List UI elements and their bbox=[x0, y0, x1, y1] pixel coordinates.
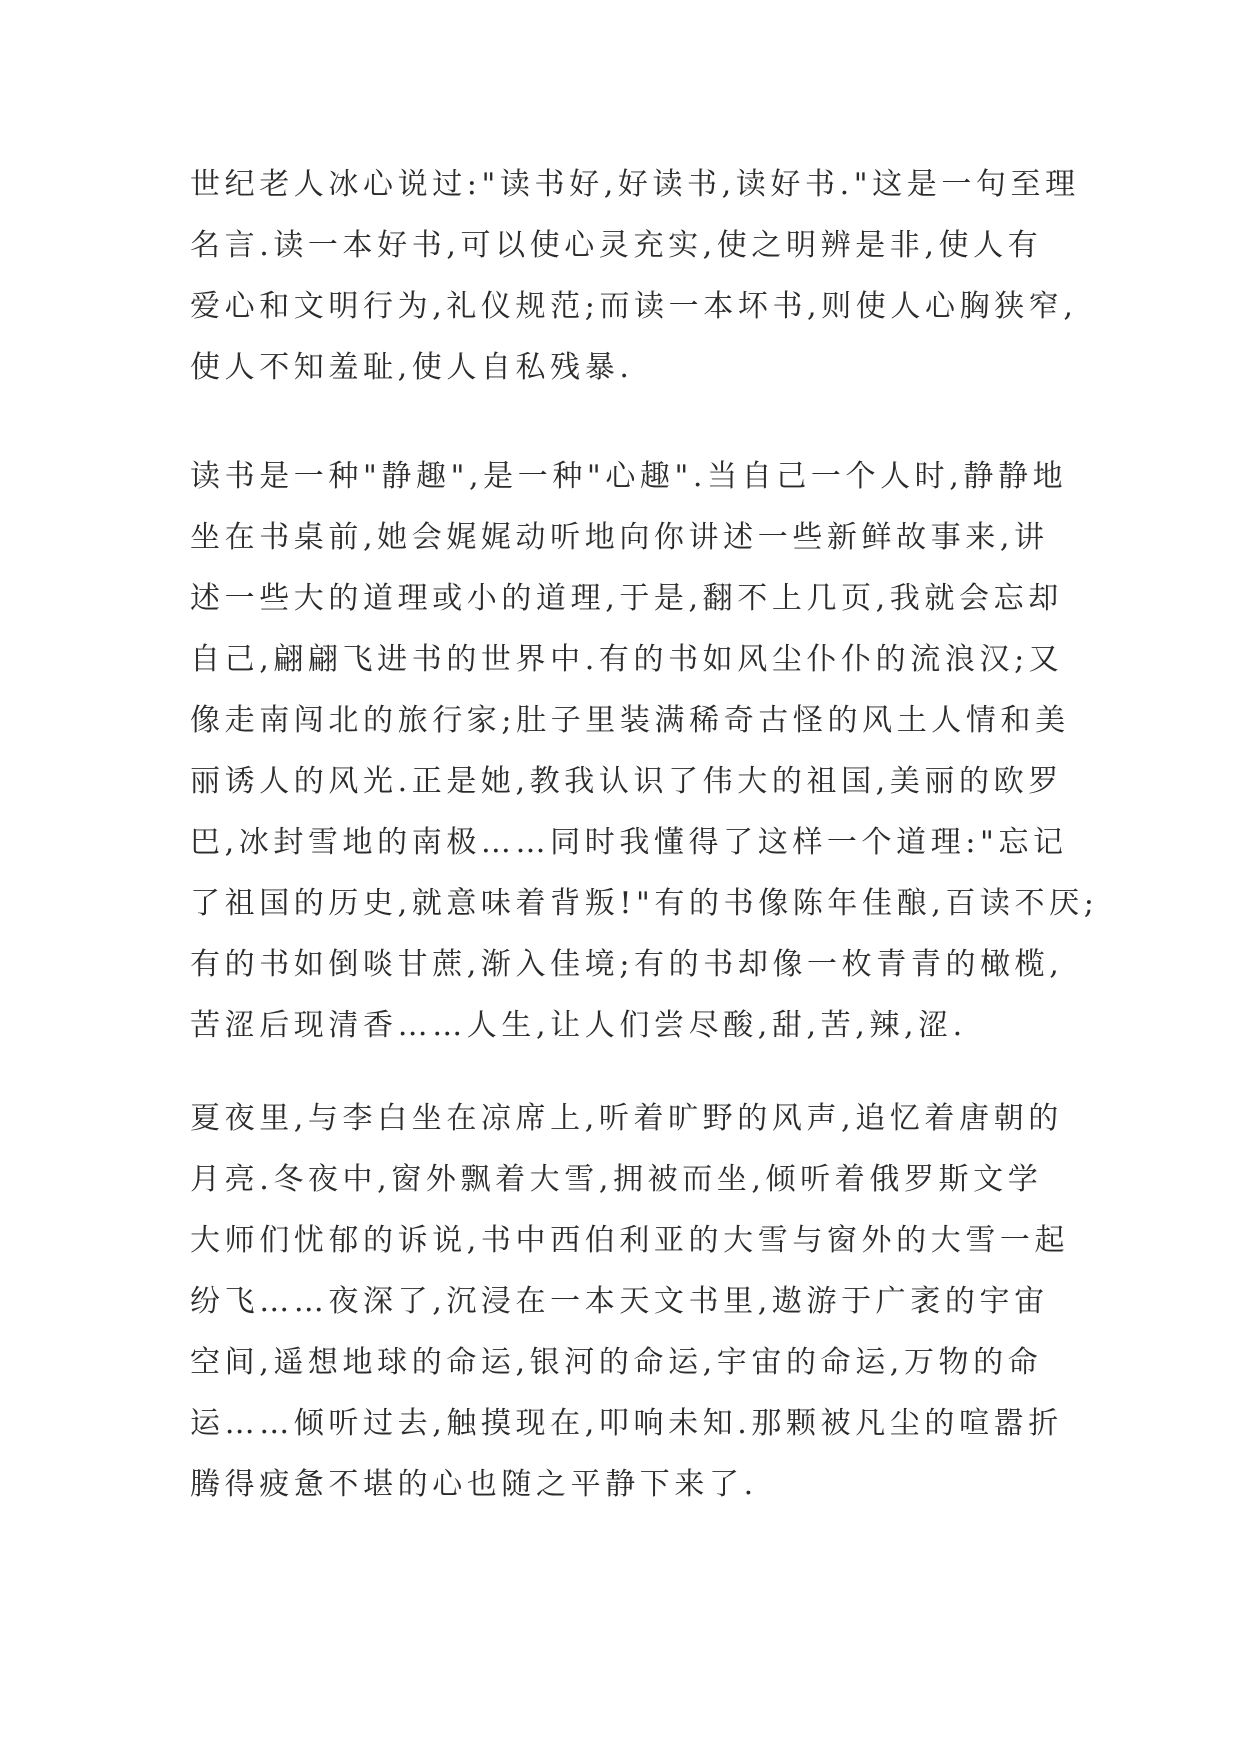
paragraph-3 bbox=[190, 1088, 1070, 1515]
text-line: 了祖国的历史,就意味着背叛!"有的书像陈年佳酿,百读不厌; bbox=[190, 886, 1099, 921]
text-line: 有的书如倒啖甘蔗,渐入佳境;有的书却像一枚青青的橄榄, bbox=[190, 947, 1064, 982]
text-line: 腾得疲惫不堪的心也随之平静下来了. bbox=[190, 1467, 758, 1502]
text-line: 使人不知羞耻,使人自私残暴. bbox=[190, 350, 634, 385]
text-line: 像走南闯北的旅行家;肚子里装满稀奇古怪的风土人情和美 bbox=[190, 703, 1070, 738]
text-line: 夏夜里,与李白坐在凉席上,听着旷野的风声,追忆着唐朝的 bbox=[190, 1101, 1063, 1136]
text-line: 运……倾听过去,触摸现在,叩响未知.那颗被凡尘的喧嚣折 bbox=[190, 1406, 1063, 1441]
text-line: 巴,冰封雪地的南极……同时我懂得了这样一个道理:"忘记 bbox=[190, 825, 1068, 860]
text-line: 大师们忧郁的诉说,书中西伯利亚的大雪与窗外的大雪一起 bbox=[190, 1223, 1070, 1258]
text-line: 苦涩后现清香……人生,让人们尝尽酸,甜,苦,辣,涩. bbox=[190, 1008, 967, 1043]
text-line: 纷飞……夜深了,沉浸在一本天文书里,遨游于广袤的宇宙 bbox=[190, 1284, 1049, 1319]
text-line: 名言.读一本好书,可以使心灵充实,使之明辨是非,使人有 bbox=[190, 228, 1043, 263]
text-line: 爱心和文明行为,礼仪规范;而读一本坏书,则使人心胸狭窄, bbox=[190, 289, 1078, 324]
paragraph-1 bbox=[190, 154, 1080, 398]
text-line: 读书是一种"静趣",是一种"心趣".当自己一个人时,静静地 bbox=[190, 459, 1068, 494]
text-line: 坐在书桌前,她会娓娓动听地向你讲述一些新鲜故事来,讲 bbox=[190, 520, 1049, 555]
paragraph-2 bbox=[190, 446, 1099, 1056]
text-line: 述一些大的道理或小的道理,于是,翻不上几页,我就会忘却 bbox=[190, 581, 1063, 616]
text-line: 自己,翩翩飞进书的世界中.有的书如风尘仆仆的流浪汉;又 bbox=[190, 642, 1064, 677]
text-line: 丽诱人的风光.正是她,教我认识了伟大的祖国,美丽的欧罗 bbox=[190, 764, 1063, 799]
text-line: 世纪老人冰心说过:"读书好,好读书,读好书."这是一句至理 bbox=[190, 167, 1080, 202]
text-line: 月亮.冬夜中,窗外飘着大雪,拥被而坐,倾听着俄罗斯文学 bbox=[190, 1162, 1043, 1197]
text-line: 空间,遥想地球的命运,银河的命运,宇宙的命运,万物的命 bbox=[190, 1345, 1043, 1380]
